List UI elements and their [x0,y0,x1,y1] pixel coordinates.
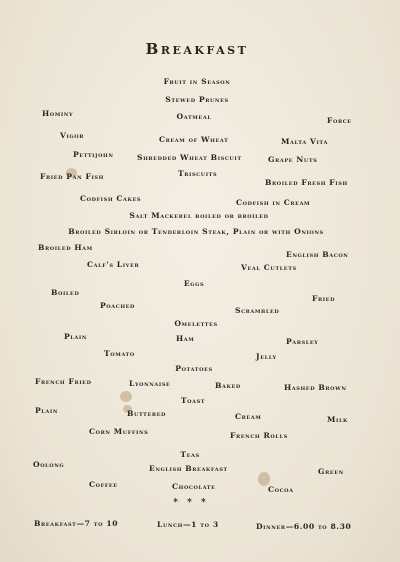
omelettes-tomato: Tomato [104,349,135,358]
teas-green: Green [318,467,344,476]
hours-lunch: Lunch—1 to 3 [157,520,219,529]
toast-buttered: Buttered [127,409,166,418]
item-stewed-prunes: Stewed Prunes [165,95,229,104]
teas-chocolate: Chocolate [172,482,216,491]
stain-2 [120,391,132,402]
item-vigor: Vigor [60,131,85,140]
omelettes-parsley: Parsley [286,337,319,346]
item-veal-cutlets: Veal Cutlets [241,263,297,272]
item-codfish-cakes: Codfish Cakes [80,194,142,203]
item-broiled-fresh-fish: Broiled Fresh Fish [265,178,348,187]
potatoes-baked: Baked [215,381,241,390]
menu-title: Breakfast [145,40,249,58]
omelettes-heading: Omelettes [174,319,218,328]
potatoes-french-fried: French Fried [35,377,92,386]
toast-cream: Cream [235,412,262,421]
potatoes-heading: Potatoes [175,364,213,373]
omelettes-plain: Plain [64,332,88,341]
ornament-stars: * * * [173,498,209,508]
item-cream-of-wheat: Cream of Wheat [159,135,229,144]
item-fried-pan-fish: Fried Pan Fish [40,172,104,181]
item-salt-mackerel: Salt Mackerel boiled or broiled [129,211,269,220]
item-shredded-wheat: Shredded Wheat Biscuit [137,153,242,162]
teas-english-breakfast: English Breakfast [149,464,228,473]
toast-heading: Toast [180,396,206,405]
item-codfish-in-cream: Codfish in Cream [236,198,311,207]
item-sirloin-steak: Broiled Sirloin or Tenderloin Steak, Plain or with Onions [68,227,324,236]
item-malta-vita: Malta Vita [281,137,328,146]
item-triscuits: Triscuits [178,169,218,178]
hours-breakfast: Breakfast—7 to 10 [34,519,119,528]
item-force: Force [327,116,352,125]
omelettes-ham: Ham [176,334,195,343]
omelettes-jelly: Jelly [256,352,277,361]
item-hominy: Hominy [42,109,74,118]
item-english-bacon: English Bacon [286,250,349,259]
toast-plain: Plain [35,406,59,415]
item-broiled-ham: Broiled Ham [38,243,93,252]
item-oatmeal: Oatmeal [176,112,212,121]
item-calfs-liver: Calf's Liver [87,260,140,269]
item-fruit-in-season: Fruit in Season [163,77,231,86]
eggs-scrambled: Scrambled [235,306,280,315]
eggs-heading: Eggs [183,279,205,288]
eggs-poached: Poached [100,301,135,310]
potatoes-hashed-brown: Hashed Brown [284,383,347,392]
teas-heading: Teas [180,450,200,459]
toast-milk: Milk [327,415,349,424]
teas-cocoa: Cocoa [268,485,294,494]
eggs-boiled: Boiled [51,288,80,297]
eggs-fried: Fried [312,294,336,303]
hours-dinner: Dinner—6.00 to 8.30 [256,522,352,531]
item-pettijohn: Pettijohn [73,150,114,159]
toast-corn-muffins: Corn Muffins [89,427,149,436]
toast-french-rolls: French Rolls [230,431,288,440]
teas-oolong: Oolong [33,460,65,469]
stain-4 [258,472,270,486]
potatoes-lyonnaise: Lyonnaise [129,379,171,388]
teas-coffee: Coffee [89,480,118,489]
item-grape-nuts: Grape Nuts [268,155,318,164]
